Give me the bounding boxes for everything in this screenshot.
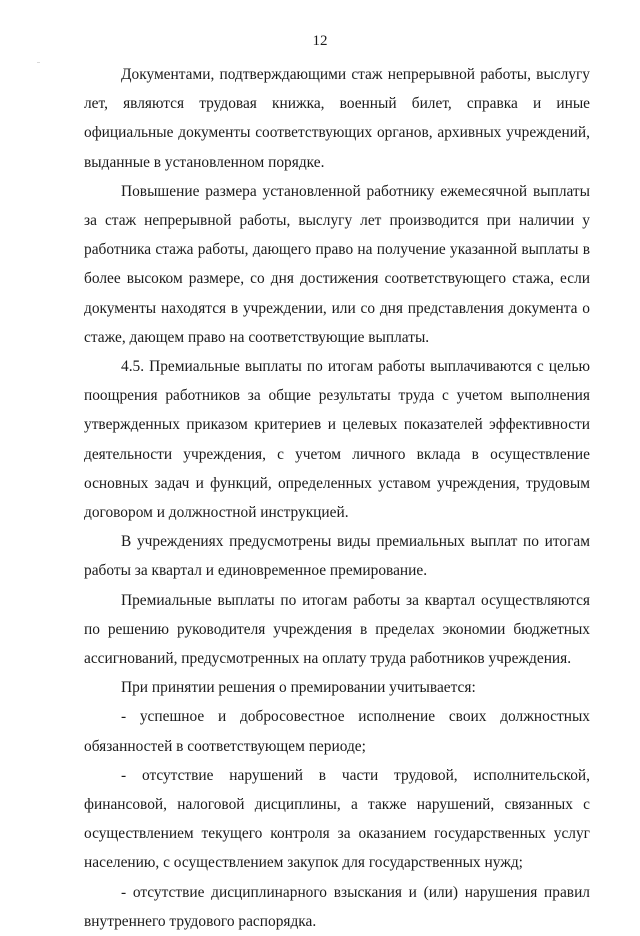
document-body <box>84 60 590 936</box>
list-item-no-violations: - отсутствие нарушений в части трудовой, исполнительской, финансовой, налоговой дисциплины, а также нарушений, связанных с осуществлением текущего контроля за оказанием государственных услуг населению, с осуществлением закупок для государственных нужд; <box>84 766 590 872</box>
paragraph-bonus-types: В учреждениях предусмотрены виды премиальных выплат по итогам работы за квартал и единовременное премирование. <box>84 533 590 580</box>
paragraph-documents-proof: Документами, подтверждающими стаж непрерывной работы, выслугу лет, являются трудовая книжка, военный билет, справка и иные официальные документы соответствующих органов, архивных учреждений, выданные в установленном порядке. <box>84 66 590 171</box>
paragraph-payment-increase: Повышение размера установленной работнику ежемесячной выплаты за стаж непрерывной работы, выслугу лет производится при наличии у работника стажа работы, дающего право на получение указанной выплаты в более высоком размере, со дня достижения соответствующего стажа, если документы находятся в учреждении, или со дня представления документа о стаже, дающем право на соответствующие выплаты. <box>84 182 590 346</box>
list-item-duties: - успешное и добросовестное исполнение своих должностных обязанностей в соответствующем периоде; <box>84 708 590 755</box>
scan-speck <box>37 62 40 63</box>
paragraph-bonus-criteria-intro: При принятии решения о премировании учитывается: <box>121 679 476 697</box>
paragraph-quarterly-bonus: Премиальные выплаты по итогам работы за квартал осуществляются по решению руководителя учреждения в пределах экономии бюджетных ассигнований, предусмотренных на оплату труда работников учреждения. <box>84 591 590 668</box>
page-number: 12 <box>312 33 328 49</box>
list-item-no-disciplinary: - отсутствие дисциплинарного взыскания и (или) нарушения правил внутреннего трудового распорядка. <box>84 883 590 930</box>
paragraph-4-5-bonus-payments: 4.5. Премиальные выплаты по итогам работы выплачиваются с целью поощрения работников за общие результаты труда с учетом выполнения утвержденных приказом критериев и целевых показателей эффективности деятельности учреждения, с учетом личного вклада в осуществление основных задач и функций, определенных уставом учреждения, трудовым договором и должностной инструкцией. <box>84 358 590 522</box>
